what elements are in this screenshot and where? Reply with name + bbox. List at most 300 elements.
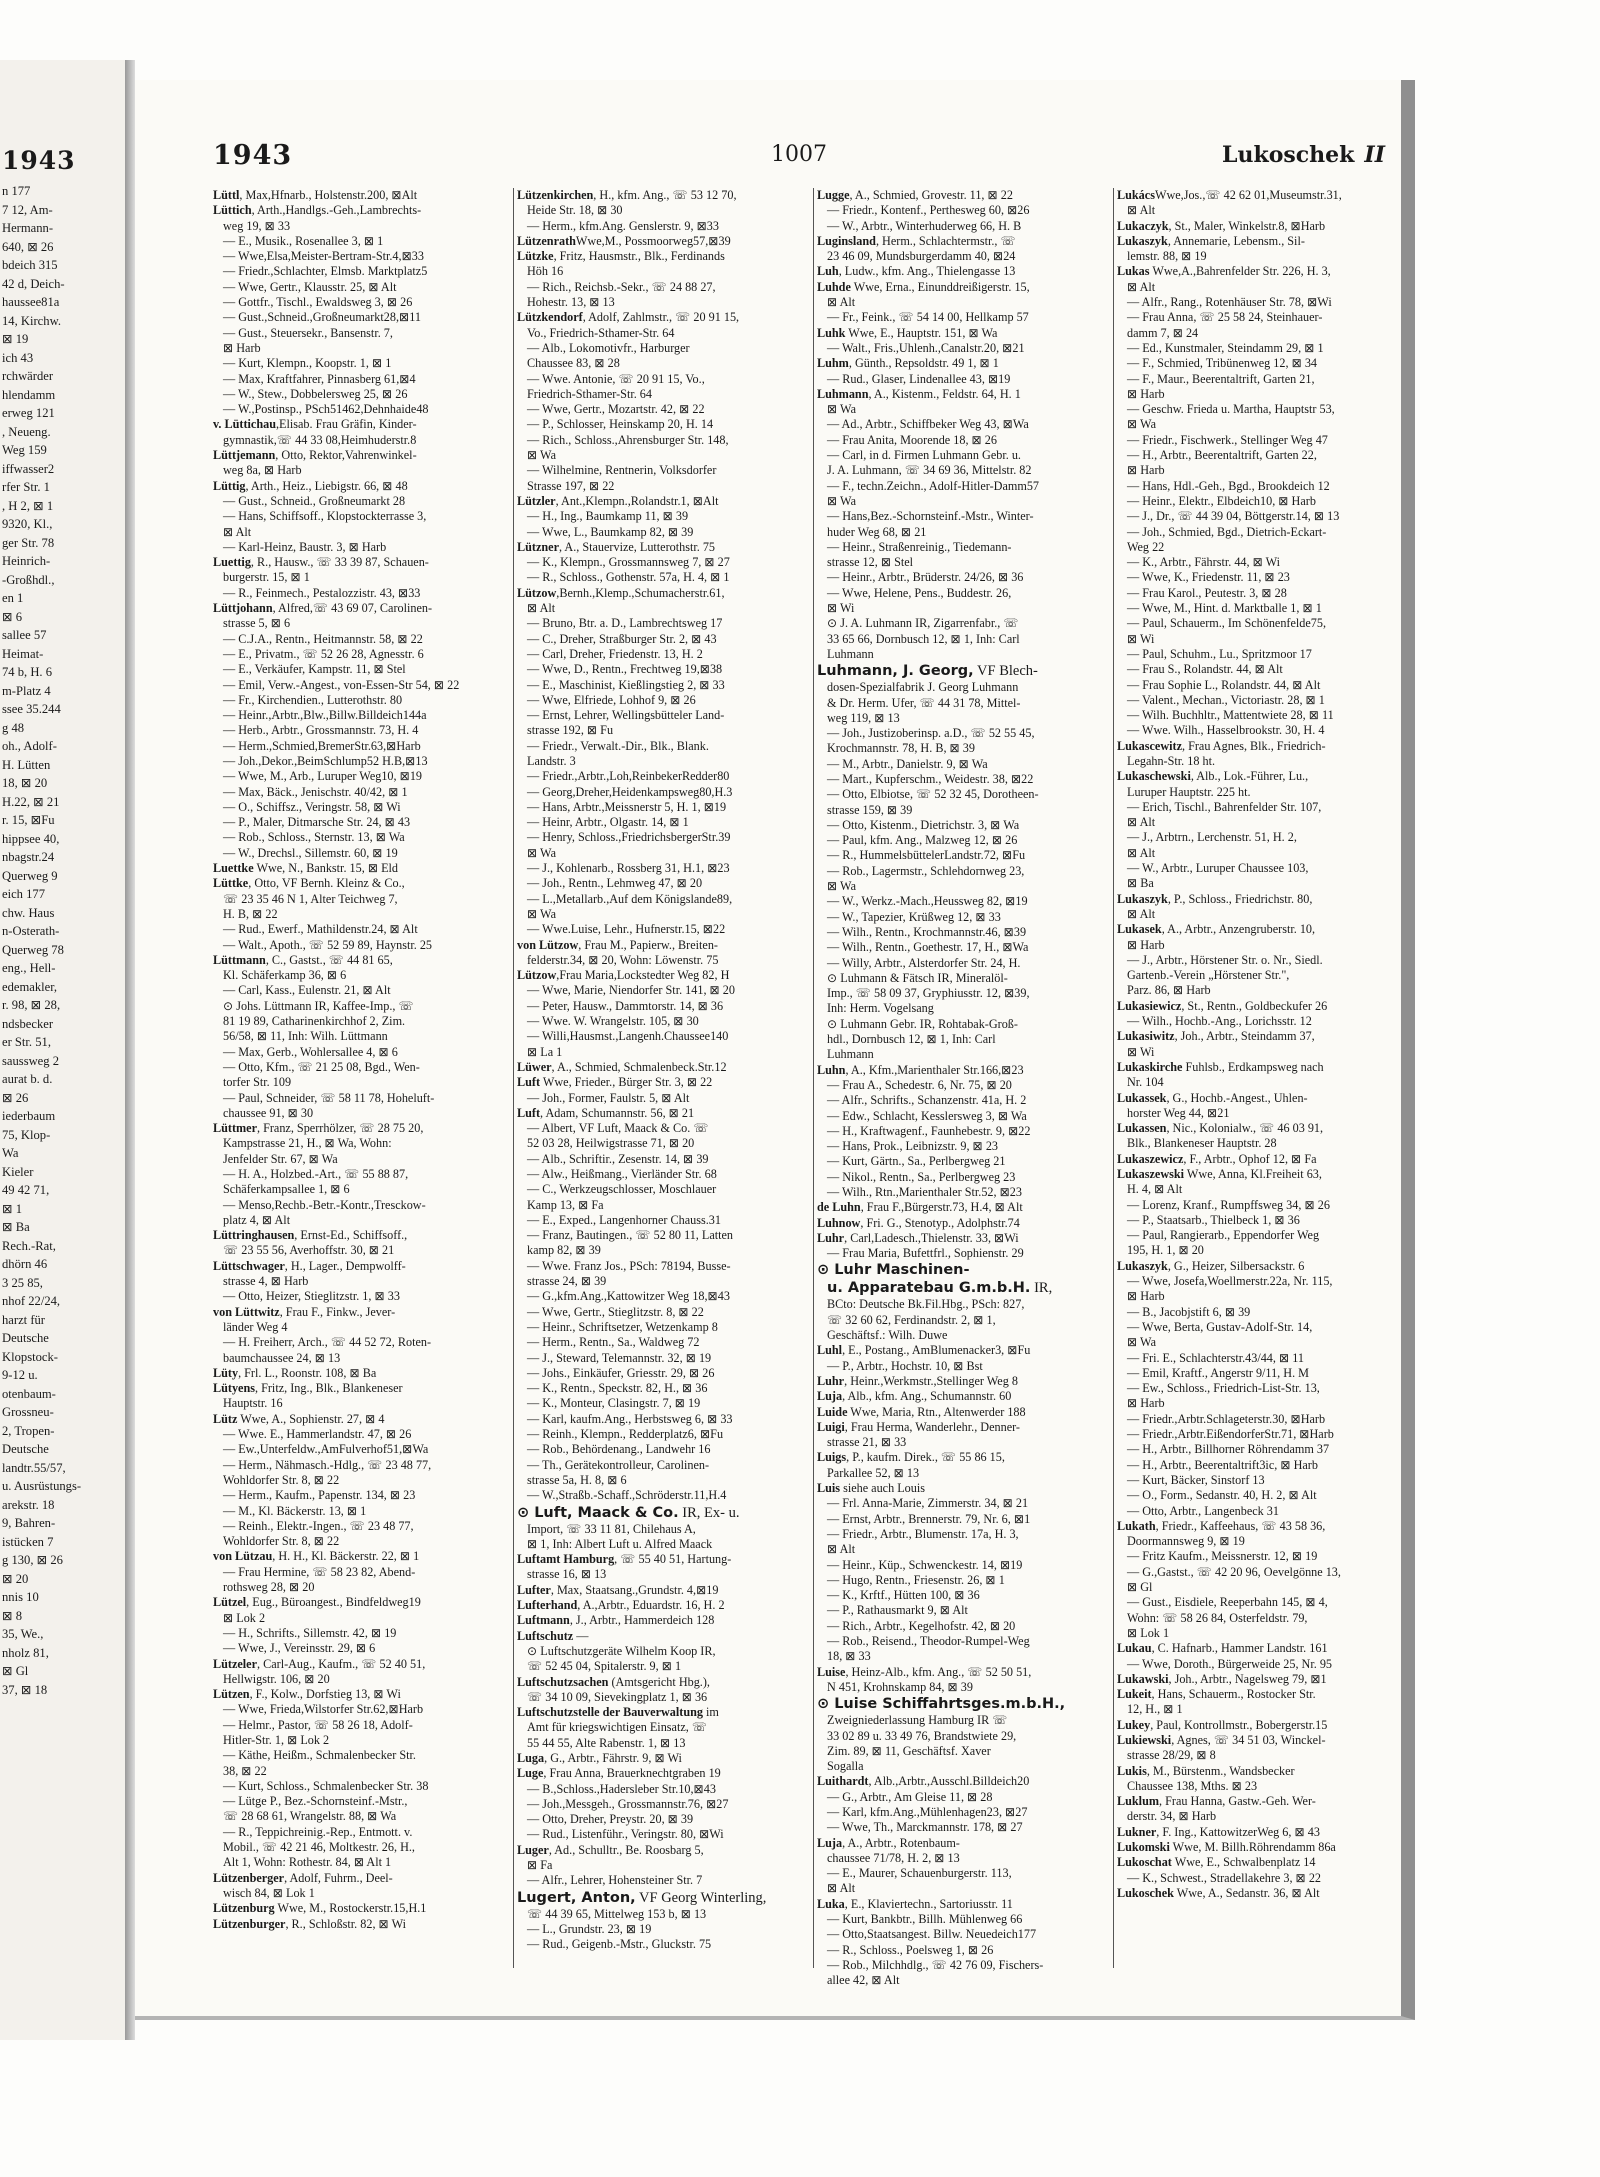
entry-name: Lukascewitz — [1117, 738, 1182, 753]
entry-details: ⊠ Alt — [1127, 815, 1156, 830]
directory-entry — [1117, 1213, 1385, 1228]
entry-details: — Wwe, Josefa,Woellmerstr.22a, Nr. 115, — [1127, 1274, 1333, 1289]
entry-details: , Nic., Kolonialw., ☏ 46 03 91, — [1166, 1121, 1324, 1136]
directory-entry — [517, 1274, 809, 1289]
directory-entry — [517, 1152, 809, 1167]
directory-entry — [817, 1558, 1109, 1573]
entry-details: — Alfr., Rang., Rotenhäuser Str. 78, ⊠Wi — [1127, 295, 1332, 310]
entry-details: ⊠ Wi — [827, 601, 855, 616]
directory-entry — [817, 1897, 1109, 1912]
directory-entry — [817, 1001, 1109, 1016]
previous-page-line: 42 d, Deich- — [2, 276, 65, 291]
entry-details: , C., Gastst., ☏ 44 81 65, — [265, 952, 393, 967]
directory-entry — [517, 616, 809, 631]
entry-details: Höh 16 — [527, 264, 564, 279]
directory-entry — [213, 1580, 509, 1595]
directory-entry — [517, 1396, 809, 1411]
entry-name: Luginsland — [817, 233, 876, 248]
directory-entry — [1117, 968, 1385, 983]
directory-entry — [817, 463, 1109, 478]
entry-details: ⊠ Alt — [1127, 845, 1156, 860]
previous-page-line: Klopstock- — [2, 1349, 58, 1364]
entry-details: — Henry, Schloss.,FriedrichsbergerStr.39 — [527, 830, 731, 845]
entry-details: — Carl, in d. Firmen Luhmann Gebr. u. — [827, 448, 1021, 463]
directory-entry — [817, 570, 1109, 585]
directory-entry — [213, 1840, 509, 1855]
directory-entry — [517, 830, 809, 845]
directory-entry — [213, 1657, 509, 1672]
directory-entry — [1117, 861, 1385, 876]
directory-entry — [517, 203, 809, 218]
entry-details: weg 8a, ⊠ Harb — [223, 463, 302, 478]
entry-details: , Ernst-Ed., Schiffsoff., — [294, 1228, 408, 1243]
directory-entry — [1117, 1228, 1385, 1243]
entry-details: 23 46 09, Mundsburgerdamm 40, ⊠24 — [827, 249, 1016, 264]
directory-entry — [213, 1060, 509, 1075]
entry-name: Luise — [817, 1664, 846, 1679]
entry-details: — Rud., Geigenb.-Mstr., Gluckstr. 75 — [527, 1937, 712, 1952]
directory-entry — [1117, 1764, 1385, 1779]
directory-entry — [517, 1644, 809, 1659]
directory-entry — [1117, 754, 1385, 769]
entry-details: , A., Arbtr., Anzengruberstr. 10, — [1161, 922, 1316, 937]
previous-page-line: g 130, ⊠ 26 — [2, 1553, 63, 1567]
entry-details: 56/58, ⊠ 11, Inh: Wilh. Lüttmann — [223, 1029, 388, 1044]
directory-entry — [817, 341, 1109, 356]
directory-entry — [213, 1473, 509, 1488]
directory-entry — [817, 680, 1109, 695]
directory-entry — [213, 1748, 509, 1763]
directory-entry — [817, 1851, 1109, 1866]
entry-details: ⊠ Wi — [1127, 1044, 1155, 1059]
entry-details: — Heinr., Straßenreinig., Tiedemann- — [827, 539, 1012, 554]
entry-details: baumchaussee 24, ⊠ 13 — [223, 1350, 341, 1365]
entry-name: Lugert, Anton, — [517, 1889, 636, 1906]
entry-details: — Ernst, Lehrer, Wellingsbütteler Land- — [527, 708, 725, 723]
directory-entry — [213, 1794, 509, 1809]
entry-details: — Ew.,Unterfeldw.,AmFulverhof51,⊠Wa — [223, 1442, 429, 1457]
entry-details: — Joh., Rentn., Lehmweg 47, ⊠ 20 — [527, 876, 703, 891]
directory-entry — [1117, 1519, 1385, 1534]
entry-name: Lukasiewicz — [1117, 998, 1182, 1013]
entry-details: — Ed., Kunstmaler, Steindamm 29, ⊠ 1 — [1127, 340, 1324, 355]
directory-entry — [517, 1335, 809, 1350]
entry-details: — Wilh., Rentn., Krochmannstr.46, ⊠39 — [827, 924, 1027, 939]
entry-name: Lufterhand — [517, 1598, 578, 1613]
entry-details: , Alb., Lok.-Führer, Lu., — [1190, 769, 1309, 784]
directory-entry — [213, 1412, 509, 1427]
entry-name: Luja — [817, 1389, 843, 1404]
entry-details: — Karl-Heinz, Baustr. 3, ⊠ Harb — [223, 539, 387, 554]
entry-details: Legahn-Str. 18 ht. — [1127, 753, 1216, 768]
entry-details: — Frau Karol., Peutestr. 3, ⊠ 28 — [1127, 585, 1287, 600]
entry-details: , P., kaufm. Direk., ☏ 55 86 15, — [846, 1450, 1005, 1465]
directory-entry — [517, 264, 809, 279]
directory-entry — [517, 1289, 809, 1304]
directory-entry — [817, 1496, 1109, 1511]
directory-entry — [213, 1641, 509, 1656]
entry-details: — Karl, kfm.Ang.,Mühlenhagen23, ⊠27 — [827, 1804, 1028, 1819]
directory-entry — [1117, 1259, 1385, 1274]
entry-details: ⊠ Alt — [827, 295, 856, 310]
directory-entry — [817, 1359, 1109, 1374]
directory-entry — [517, 1106, 809, 1121]
previous-page-line: eng., Hell- — [2, 961, 56, 975]
directory-entry — [817, 1313, 1109, 1328]
entry-details: — Reinh., Elektr.-Ingen., ☏ 23 48 77, — [223, 1518, 414, 1533]
entry-details: — Wwe, Frieda,Wilstorfer Str.62,⊠Harb — [223, 1702, 424, 1717]
entry-details: , Agnes, ☏ 34 51 03, Winckel- — [1171, 1732, 1326, 1747]
directory-entry — [213, 1213, 509, 1228]
directory-entry — [817, 864, 1109, 879]
directory-entry — [517, 555, 809, 570]
directory-entry — [1117, 448, 1385, 463]
entry-details: ⊠ Harb — [1127, 1289, 1165, 1304]
directory-entry — [213, 1779, 509, 1794]
previous-page-line: 9, Bahren- — [2, 1516, 56, 1530]
entry-name: Luftschutzsachen — [517, 1674, 609, 1689]
entry-details: — Gust.,Schneid.,Großneumarkt28,⊠11 — [223, 310, 421, 325]
entry-details: , Fritz, Ing., Blk., Blankeneser — [255, 1381, 403, 1396]
previous-page-line: n 177 — [2, 184, 31, 198]
directory-entry — [517, 1705, 809, 1720]
entry-details: Inh: Herm. Vogelsang — [827, 1001, 934, 1016]
entry-name: Lüty — [213, 1365, 239, 1380]
directory-entry — [517, 310, 809, 325]
entry-details: — Johs., Einkäufer, Griesstr. 29, ⊠ 26 — [527, 1365, 715, 1380]
entry-details: Wwe, E., Hauptstr. 151, ⊠ Wa — [845, 325, 998, 340]
page-number: 1007 — [771, 142, 827, 167]
entry-name: ⊙ Luft, Maack & Co. — [517, 1504, 679, 1521]
entry-details: — R., Teppichreinig.-Rep., Entmott. v. — [223, 1824, 413, 1839]
directory-entry — [213, 1595, 509, 1610]
entry-details: — Heinr.,Arbtr.,Blw.,Billw.Billdeich144a — [223, 708, 427, 723]
entry-details: — Ew., Schloss., Friedrich-List-Str. 13, — [1127, 1381, 1320, 1396]
directory-entry — [817, 1017, 1109, 1032]
entry-details: , Heinz-Alb., kfm. Ang., ☏ 52 50 51, — [845, 1664, 1032, 1679]
previous-page-line: bdeich 315 — [2, 258, 58, 272]
entry-details: Hauptstr. 16 — [223, 1396, 283, 1411]
column-1 — [213, 188, 509, 1968]
entry-details: — Valent., Mechan., Victoriastr. 28, ⊠ 1 — [1127, 692, 1325, 707]
entry-details: — Rob., Reisend., Theodor-Rumpel-Weg — [827, 1634, 1030, 1649]
entry-details: — P., Schlosser, Heinskamp 20, H. 14 — [527, 417, 714, 432]
directory-entry — [517, 1351, 809, 1366]
directory-entry — [1117, 1871, 1385, 1886]
entry-details: — Rob., Milchhdlg., ☏ 42 76 09, Fischers- — [827, 1957, 1044, 1972]
entry-details: ⊠ Harb — [1127, 937, 1165, 952]
directory-entry — [213, 387, 509, 402]
entry-name: Lütyens — [213, 1381, 255, 1396]
entry-details: Nr. 104 — [1127, 1075, 1164, 1090]
entry-details: — Wwe, M., Arb., Luruper Weg10, ⊠19 — [223, 769, 423, 784]
entry-details: ⊙ Luhmann & Fätsch IR, Mineralöl- — [827, 970, 1008, 985]
entry-name: Lützenkirchen — [517, 188, 594, 202]
previous-page-line: er Str. 51, — [2, 1035, 51, 1049]
directory-entry — [517, 815, 809, 830]
entry-details: ☏ 23 55 56, Averhoffstr. 30, ⊠ 21 — [223, 1243, 395, 1258]
entry-details: — Paul, kfm. Ang., Malzweg 12, ⊠ 26 — [827, 833, 1018, 848]
directory-entry — [213, 800, 509, 815]
entry-details: Wwe, E., Schwalbenplatz 14 — [1171, 1855, 1316, 1870]
directory-entry — [1117, 1060, 1385, 1075]
entry-details: , Alb.,Arbtr.,Ausschl.Billdeich20 — [868, 1774, 1030, 1789]
directory-entry — [1117, 1580, 1385, 1595]
entry-details: huder Weg 68, ⊠ 21 — [827, 524, 927, 539]
directory-entry — [817, 1759, 1109, 1774]
directory-entry — [517, 1812, 809, 1827]
entry-details: — W., Tapezier, Krüßweg 12, ⊠ 33 — [827, 909, 1001, 924]
entry-name: Lüttschwager — [213, 1258, 285, 1273]
previous-page-line: dhörn 46 — [2, 1257, 48, 1271]
directory-entry — [1117, 1045, 1385, 1060]
entry-name: Lützenburg — [213, 1901, 275, 1916]
directory-entry — [517, 785, 809, 800]
entry-name: Lützow — [517, 968, 557, 983]
directory-entry — [517, 219, 809, 234]
entry-details: Kampstrasse 21, H., ⊠ Wa, Wohn: — [223, 1136, 392, 1151]
entry-details: strasse 5a, H. 8, ⊠ 6 — [527, 1472, 627, 1487]
previous-page-line: ⊠ Gl — [2, 1664, 29, 1678]
entry-details: ⊠ Wa — [1127, 1335, 1156, 1350]
previous-page-line: Heinrich- — [2, 554, 51, 568]
entry-details: — Willi,Hausmst.,Langenh.Chaussee140 — [527, 1029, 729, 1044]
directory-entry — [517, 417, 809, 432]
entry-details: — G.,kfm.Ang.,Kattowitzer Weg 18,⊠43 — [527, 1289, 730, 1304]
directory-entry — [517, 1583, 809, 1598]
directory-entry — [213, 1702, 509, 1717]
directory-entry — [1117, 417, 1385, 432]
entry-details: — Kurt, Bäcker, Sinstorf 13 — [1127, 1472, 1265, 1487]
directory-entry — [817, 696, 1109, 711]
entry-details: BCto: Deutsche Bk.Fil.Hbg., PSch: 827, — [827, 1297, 1025, 1312]
entry-details: — Wwe, K., Friedenstr. 11, ⊠ 23 — [1127, 570, 1290, 585]
directory-entry — [213, 494, 509, 509]
directory-entry — [517, 1167, 809, 1182]
directory-entry — [1117, 341, 1385, 356]
entry-details: ⊙ Luftschutzgeräte Wilhelm Koop IR, — [527, 1643, 716, 1658]
entry-details: , P., Schloss., Friedrichstr. 80, — [1167, 891, 1313, 906]
entry-details: 81 19 89, Catharinenkirchhof 2, Zim. — [223, 1014, 406, 1029]
entry-details: weg 119, ⊠ 13 — [827, 710, 900, 725]
directory-entry — [213, 402, 509, 417]
directory-entry — [213, 693, 509, 708]
entry-details: Strasse 197, ⊠ 22 — [527, 478, 615, 493]
entry-details: — Herm., Nähmasch.-Hdlg., ☏ 23 48 77, — [223, 1457, 432, 1472]
directory-entry — [213, 264, 509, 279]
entry-details: , Frau F.,Bürgerstr.73, H.4, ⊠ Alt — [860, 1200, 1023, 1215]
entry-details: — W.,Straßb.-Schaff.,Schröderstr.11,H.4 — [527, 1488, 727, 1503]
directory-entry — [213, 1014, 509, 1029]
directory-entry — [817, 803, 1109, 818]
directory-entry — [817, 818, 1109, 833]
directory-entry — [817, 264, 1109, 279]
entry-details: strasse 28/29, ⊠ 8 — [1127, 1748, 1216, 1763]
directory-entry — [817, 1973, 1109, 1988]
directory-entry — [517, 372, 809, 387]
entry-details: , H. H., Kl. Bäckerstr. 22, ⊠ 1 — [272, 1549, 420, 1564]
page-header — [213, 140, 1385, 180]
directory-entry — [817, 1032, 1109, 1047]
directory-page — [135, 80, 1415, 2020]
entry-details: ⊠ Alt — [827, 1542, 856, 1557]
directory-entry — [1117, 1687, 1385, 1702]
entry-details: im — [702, 1705, 719, 1720]
entry-details: — Willy, Arbtr., Alsterdorfer Str. 24, H. — [827, 955, 1021, 970]
directory-entry — [517, 494, 809, 509]
entry-details: — Max, Kraftfahrer, Pinnasberg 61,⊠4 — [223, 371, 416, 386]
entry-name: Lukiewski — [1117, 1732, 1172, 1747]
entry-details: 52 03 28, Heilwigstrasse 71, ⊠ 20 — [527, 1136, 695, 1151]
directory-entry — [517, 1827, 809, 1842]
entry-details: — Rich., Schloss.,Ahrensburger Str. 148, — [527, 432, 729, 447]
directory-entry — [1117, 203, 1385, 218]
entry-name: de Luhn — [817, 1200, 861, 1215]
directory-entry — [213, 953, 509, 968]
entry-details: — Wilh., Rtn.,Marienthaler Str.52, ⊠23 — [827, 1185, 1022, 1199]
entry-details: — Herm.,Schmied,BremerStr.63,⊠Harb — [223, 738, 421, 753]
directory-entry — [817, 879, 1109, 894]
directory-entry — [517, 1613, 809, 1628]
directory-entry — [817, 1805, 1109, 1820]
previous-page-line: arekstr. 18 — [2, 1497, 55, 1512]
entry-name: Luhr — [817, 1230, 845, 1245]
entry-details: — R., Schloss., Poelsweg 1, ⊠ 26 — [827, 1942, 994, 1957]
entry-details: — Hans, Hdl.-Geh., Bgd., Brookdeich 12 — [1127, 478, 1330, 493]
directory-entry — [817, 1405, 1109, 1420]
directory-entry — [1117, 1121, 1385, 1136]
directory-entry — [817, 295, 1109, 310]
entry-details: — Alw., Heißmang., Vierländer Str. 68 — [527, 1167, 717, 1181]
directory-entry — [1117, 402, 1385, 417]
directory-entry — [213, 433, 509, 448]
entry-details: H. 4, ⊠ Alt — [1127, 1182, 1183, 1197]
entry-details: ⊠ Alt — [1127, 279, 1156, 294]
previous-page-line: 2, Tropen- — [2, 1423, 55, 1438]
directory-entry — [817, 1124, 1109, 1139]
directory-entry — [213, 1289, 509, 1304]
entry-details: — Friedr., Verwalt.-Dir., Blk., Blank. — [527, 738, 709, 753]
directory-entry — [213, 1488, 509, 1503]
directory-entry — [1117, 1442, 1385, 1457]
directory-entry — [1117, 494, 1385, 509]
directory-entry — [817, 1078, 1109, 1093]
entry-details: ⊙ Johs. Lüttmann IR, Kaffee-Imp., ☏ — [223, 998, 414, 1013]
directory-entry — [1117, 876, 1385, 891]
directory-entry — [213, 1871, 509, 1886]
directory-entry — [213, 1626, 509, 1641]
directory-entry — [517, 907, 809, 922]
entry-details: — P., Maler, Ditmarsche Str. 24, ⊠ 43 — [223, 815, 411, 830]
entry-details: — Alb., Schriftir., Zesenstr. 14, ⊠ 39 — [527, 1151, 709, 1166]
directory-entry — [1117, 1657, 1385, 1672]
directory-entry — [817, 632, 1109, 647]
directory-entry — [517, 525, 809, 540]
directory-entry — [1117, 662, 1385, 677]
entry-details: , Otto, VF Bernh. Kleinz & Co., — [248, 876, 405, 891]
previous-page-line: 9-12 u. — [2, 1368, 38, 1382]
directory-entry — [817, 833, 1109, 848]
directory-entry — [817, 1542, 1109, 1557]
directory-entry — [1117, 1855, 1385, 1870]
previous-page-line: landtr.55/57, — [2, 1460, 66, 1475]
entry-name: Luja — [817, 1835, 843, 1850]
entry-name: Lugge — [817, 188, 850, 202]
directory-entry — [817, 910, 1109, 925]
entry-name: Lüttmann — [213, 952, 266, 967]
entry-details: , Otto, Rektor,Vahrenwinkel- — [275, 448, 417, 463]
directory-entry — [817, 586, 1109, 601]
entry-details: — E., Verkäufer, Kampstr. 11, ⊠ Stel — [223, 662, 406, 677]
directory-entry — [213, 1886, 509, 1901]
entry-name: Luis — [817, 1481, 841, 1496]
entry-details: — H., Arbtr., Billhorner Röhrendamm 37 — [1127, 1442, 1330, 1457]
entry-details: — B., Jacobjstift 6, ⊠ 39 — [1127, 1304, 1251, 1319]
entry-name: Luhk — [817, 325, 846, 340]
directory-entry — [213, 922, 509, 937]
entry-details: — Wwe, Gertr., Stieglitzstr. 8, ⊠ 22 — [527, 1304, 704, 1319]
entry-details: ⊠ Alt — [1127, 203, 1156, 218]
entry-details: — Fr., Feink., ☏ 54 14 00, Hellkamp 57 — [827, 310, 1029, 325]
entry-details: Wwe,A.,Bahrenfelder Str. 226, H. 3, — [1149, 264, 1331, 279]
entry-details: — Edw., Schlacht, Kesslersweg 3, ⊠ Wa — [827, 1108, 1027, 1123]
previous-page-line: Deutsche — [2, 1331, 49, 1345]
directory-entry — [517, 1228, 809, 1243]
entry-details: — Heinr., Elektr., Elbdeich10, ⊠ Harb — [1127, 493, 1316, 508]
entry-details: Wwe, A., Sophienstr. 27, ⊠ 4 — [237, 1411, 385, 1426]
entry-details: , Carl-Aug., Kaufm., ☏ 52 40 51, — [257, 1656, 426, 1671]
directory-entry — [213, 1855, 509, 1870]
entry-details: — Herb., Arbtr., Grossmannstr. 73, H. 4 — [223, 723, 419, 738]
entry-details: torfer Str. 109 — [223, 1075, 292, 1090]
entry-name: Luftschutzstelle der Bauverwaltung — [517, 1705, 703, 1720]
directory-entry — [517, 1473, 809, 1488]
directory-entry — [517, 570, 809, 585]
directory-entry — [517, 1259, 809, 1274]
entry-name: u. Apparatebau G.m.b.H. — [827, 1280, 1031, 1297]
entry-details: — Alfr., Lehrer, Hohensteiner Str. 7 — [527, 1873, 703, 1888]
previous-page-line: ⊠ 19 — [2, 332, 29, 346]
directory-entry — [1117, 356, 1385, 371]
entry-details: , Frau M., Papierw., Breiten- — [578, 937, 718, 952]
entry-details: — Peter, Hausw., Dammtorstr. 14, ⊠ 36 — [527, 998, 724, 1013]
directory-entry — [817, 711, 1109, 726]
directory-entry — [817, 848, 1109, 863]
entry-details: Wwe, A., Sedanstr. 36, ⊠ Alt — [1173, 1885, 1320, 1900]
entry-name: Lukaszewski — [1117, 1167, 1185, 1181]
previous-page-line: ssee 35.244 — [2, 702, 61, 716]
volume-number: II — [1364, 142, 1385, 168]
entry-details: ,Frau Maria,Lockstedter Weg 82, H — [556, 968, 730, 983]
entry-name: Lukasiwitz — [1117, 1029, 1175, 1044]
directory-entry — [817, 757, 1109, 772]
directory-entry — [817, 1619, 1109, 1634]
entry-details: — Wwe. Wilh., Hasselbrookstr. 30, H. 4 — [1127, 723, 1325, 738]
entry-details: — Otto,Staatsangest. Billw. Neuedeich177 — [827, 1927, 1037, 1942]
directory-entry — [517, 769, 809, 784]
previous-page-line: saussweg 2 — [2, 1053, 60, 1068]
directory-entry — [213, 1381, 509, 1396]
entry-name: ⊙ Luhr Maschinen- — [817, 1262, 970, 1279]
entry-details: — L., Grundstr. 23, ⊠ 19 — [527, 1921, 652, 1936]
entry-details: , Frl. L., Roonstr. 108, ⊠ Ba — [238, 1365, 377, 1380]
directory-entry — [817, 1713, 1109, 1728]
previous-page-line: haussee81a — [2, 295, 60, 309]
entry-details: ⊠ Wi — [1127, 631, 1155, 646]
directory-entry — [1117, 1626, 1385, 1641]
directory-entry — [1117, 463, 1385, 478]
entry-name: Lukasek — [1117, 922, 1162, 937]
